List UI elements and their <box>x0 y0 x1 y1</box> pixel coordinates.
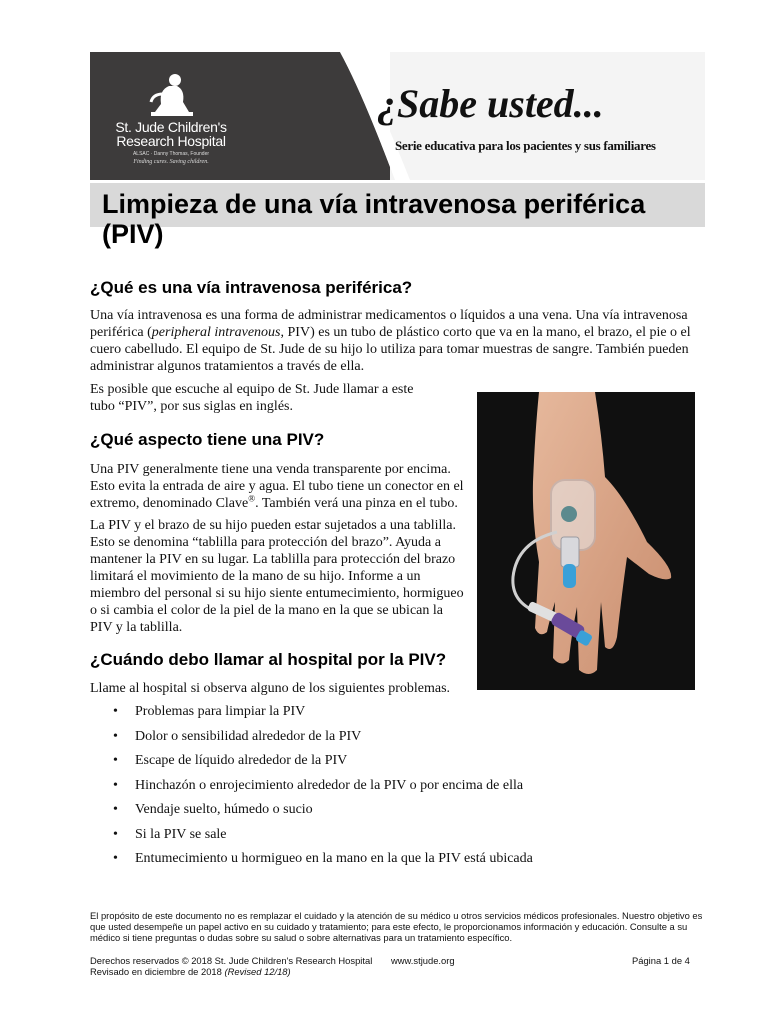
bullet-icon: • <box>113 851 118 866</box>
registered-mark: ® <box>248 493 256 504</box>
list-item-text: Hinchazón o enrojecimiento alrededor de la PIV o por encima de ella <box>135 777 524 793</box>
list-item <box>113 801 673 826</box>
bullet-icon: • <box>113 704 118 719</box>
st-jude-logo <box>96 72 246 166</box>
section1-heading: ¿Qué es una vía intravenosa periférica? <box>90 278 413 297</box>
section3-intro: Llame al hospital si observa alguno de los siguientes problemas. <box>90 681 451 696</box>
bullet-icon: • <box>113 728 118 744</box>
header-banner <box>90 52 705 180</box>
list-item <box>113 777 673 802</box>
hospital-tagline: Finding cures. Saving children. <box>133 159 209 165</box>
bullet-icon: • <box>113 753 118 768</box>
hospital-name-line2: Research Hospital <box>116 133 226 149</box>
list-item-text: Vendaje suelto, húmedo o sucio <box>135 802 313 817</box>
section1-p1-text-b: , PIV) es un tubo de plástico corto que va en la mano, el brazo, el pie o el cuero cabelludo. El equipo de St. Jude de su hijo lo utiliza para tomar muestras de sangre. También pueden administrar algunos tratamientos a través de ella. <box>90 325 691 374</box>
revised-en: (Revised 12/18) <box>224 966 291 977</box>
section2-p1-text-b: . También verá una pinza en el tubo. <box>255 496 458 511</box>
child-statue-icon <box>145 72 197 118</box>
piv-hand-photo <box>477 392 695 690</box>
bullet-icon: • <box>113 777 118 793</box>
page-number: Página 1 de 4 <box>632 955 690 966</box>
list-item-text: Problemas para limpiar la PIV <box>135 704 306 719</box>
hospital-name-line1: St. Jude Children's <box>115 119 227 135</box>
series-subtitle: Serie educativa para los pacientes y sus familiares <box>395 138 656 153</box>
section1-p1-text-a: Una vía intravenosa es una forma de administrar medicamentos o líquidos a una vena. Una vía intravenosa periférica ( <box>90 308 688 340</box>
document-title: Limpieza de una vía intravenosa periférica (PIV) <box>102 189 646 249</box>
revised-es: Revisado en diciembre de 2018 <box>90 966 222 977</box>
website-link[interactable]: www.stjude.org <box>391 955 455 966</box>
section3-heading: ¿Cuándo debo llamar al hospital por la PIV? <box>90 650 447 669</box>
list-item <box>113 826 673 851</box>
list-item-text: Dolor o sensibilidad alrededor de la PIV <box>135 728 362 744</box>
section1-paragraph2: Es posible que escuche al equipo de St. Jude llamar a este tubo “PIV”, por sus siglas en inglés. <box>90 382 414 414</box>
bullet-icon: • <box>113 826 118 842</box>
section2-paragraph2: La PIV y el brazo de su hijo pueden estar sujetados a una tablilla. Esto se denomina “tablilla para protección del brazo”. Ayuda a mantener la PIV en su lugar. La tablilla para protección del brazo limitará el movimiento de la mano de su hijo. Informe a un miembro del personal si su hijo siente entumecimiento, hormigueo o si cambia el color de la piel de la mano en la que se ubican la PIV y la tablilla. <box>90 518 464 635</box>
problem-list <box>113 703 673 875</box>
disclaimer: El propósito de este documento no es remplazar el cuidado y la atención de su médico u otros servicios médicos profesionales. Nuestro objetivo es que usted desempeñe un papel activo en su cuidado y tratamiento; para este efecto, le proporcionamos información y educación. Consulte a su médico si tiene preguntas o dudas sobre su salud o sobre alternativas para un tratamiento específico. <box>90 910 703 943</box>
list-item <box>113 703 673 728</box>
section2-heading: ¿Qué aspecto tiene una PIV? <box>90 430 325 449</box>
revision-date <box>90 966 291 977</box>
section2-paragraph1 <box>90 461 465 512</box>
series-title: ¿Sabe usted... <box>377 81 604 126</box>
hand-with-piv-illustration <box>477 392 695 690</box>
list-item <box>113 850 673 875</box>
copyright: Derechos reservados © 2018 St. Jude Children's Research Hospital <box>90 955 373 966</box>
list-item-text: Escape de líquido alrededor de la PIV <box>135 753 348 768</box>
list-item-text: Si la PIV se sale <box>135 826 227 842</box>
section2-p1-text-a: Una PIV generalmente tiene una venda transparente por encima. Esto evita la entrada de aire y agua. El tubo tiene un conector en el extremo, denominado Clave <box>90 462 464 511</box>
hospital-founder-line: ALSAC · Danny Thomas, Founder <box>132 151 210 157</box>
list-item <box>113 752 673 777</box>
bullet-icon: • <box>113 802 118 817</box>
hospital-name <box>96 120 246 148</box>
list-item <box>113 728 673 753</box>
section1-p1-italic: peripheral intravenous <box>151 325 281 340</box>
list-item-text: Entumecimiento u hormigueo en la mano en la que la PIV está ubicada <box>135 851 533 866</box>
section1-paragraph1 <box>90 307 700 375</box>
